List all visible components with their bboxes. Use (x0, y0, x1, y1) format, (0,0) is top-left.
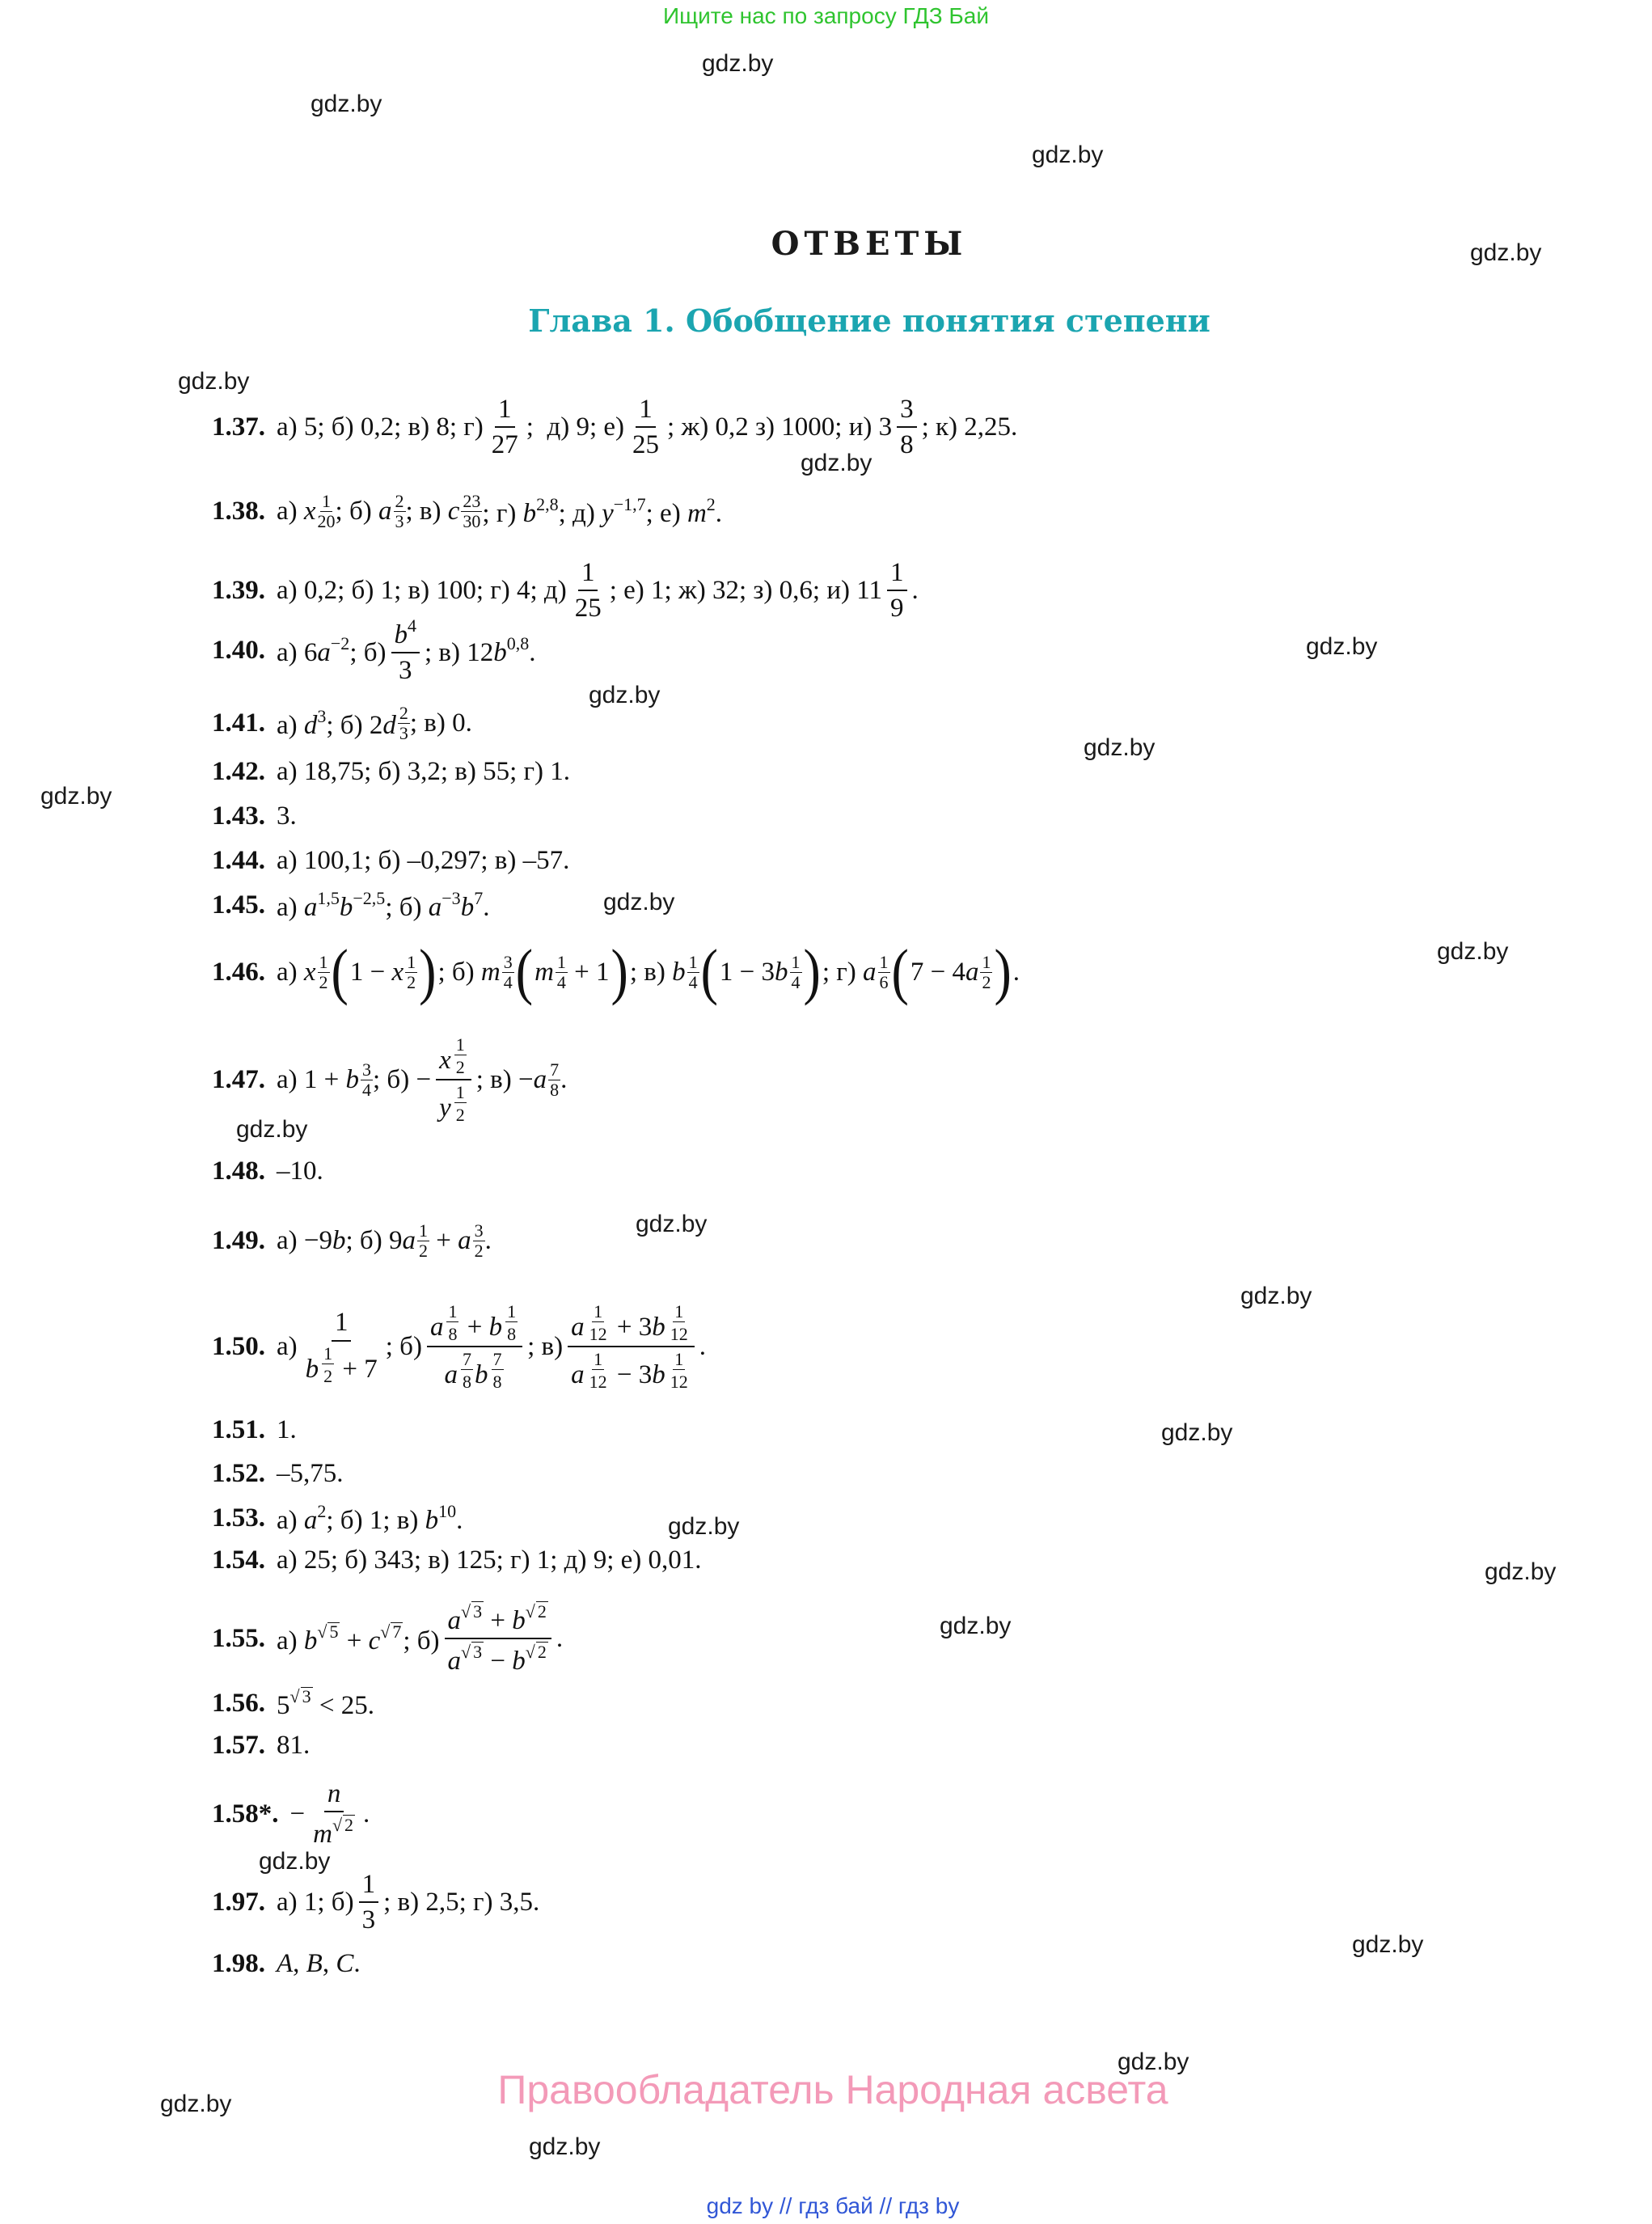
watermark: gdz.by (311, 91, 382, 117)
answer-1-97: 1.97. а) 1; б) $\frac{1}{3}$ ; в) 2,5; г) 3,5. (212, 1870, 540, 1935)
watermark: gdz.by (1306, 633, 1378, 660)
answer-1-52 (212, 1461, 344, 1487)
watermark: gdz.by (801, 450, 872, 476)
answer-1-39: 1.39. а) 0,2; б) 1; в) 100; г) 4; д) $\frac{1}{25}$ ; е) 1; ж) 32; з) 0,6; и) 11 $\frac{1}{9}$ . (212, 558, 919, 624)
answer-text: а) 100,1; б) –0,297; в) –57. (277, 846, 570, 875)
answer-number: 1.51. (212, 1415, 265, 1444)
answer-1-47: 1.47. а) 1 + b 3 4 ; б) − x $\frac{1}{2}$ y $\frac{1}{2}$ ; в) −a 7 8 . (212, 1034, 568, 1126)
answer-text: –10. (277, 1156, 323, 1186)
answer-1-40: 1.40. а) $6a^{-2}$; б) $\frac{b^4}{3}$ ; в) $12b^{0,8}$. (212, 615, 536, 686)
answer-number: 1.47. (212, 1064, 265, 1094)
answer-1-37: 1.37. а) 5; б) 0,2; в) 8; г) $\frac{1}{27}$ ; д) 9; е) $\frac{1}{25}$ ; ж) 0,2 з) 1000; и) 3 $\frac{3}{8}$ ; к) 2,25. (212, 395, 1018, 460)
answer-1-98: 1.98. A, B, C. (212, 1949, 361, 1978)
answer-1-41: 1.41. а) $d^3$; б) 2d 2 3 ; в) 0. (212, 703, 472, 744)
answer-number: 1.54. (212, 1545, 265, 1575)
answer-number: 1.40. (212, 636, 265, 666)
answer-1-58: 1.58*. − $\frac{n}{m^{√ 2}}$ . (212, 1779, 370, 1850)
watermark: gdz.by (259, 1848, 331, 1875)
copyright-footer: Правообладатель Народная асвета (497, 2067, 1168, 2112)
answer-1-56: 1.56. $5^{√ 3} < 25$. (212, 1686, 374, 1720)
watermark: gdz.by (1437, 938, 1509, 965)
top-banner: Ищите нас по запросу ГДЗ Бай (662, 3, 990, 28)
answer-number: 1.58*. (212, 1799, 279, 1829)
watermark: gdz.by (1084, 734, 1156, 761)
watermark: gdz.by (636, 1211, 708, 1237)
answer-number: 1.39. (212, 575, 265, 605)
answer-1-43 (212, 803, 297, 830)
watermark: gdz.by (702, 50, 774, 77)
watermark: gdz.by (1161, 1419, 1233, 1446)
watermark: gdz.by (160, 2091, 232, 2117)
answer-text: 81. (277, 1731, 311, 1760)
answer-number: 1.97. (212, 1887, 265, 1917)
answer-1-55: 1.55. а) $b^{√ 5} + c^{√ 7}$; б) $\frac{a^{√ 3} + b^{√ 2}}{a^{√ 3} - b^{√ 2}}$ . (212, 1601, 564, 1676)
answer-text: 1. (277, 1415, 297, 1444)
watermark: gdz.by (668, 1513, 740, 1540)
watermark: gdz.by (1032, 142, 1104, 168)
answer-number: 1.98. (212, 1949, 265, 1978)
answer-1-51 (212, 1417, 297, 1444)
answer-number: 1.55. (212, 1623, 265, 1653)
watermark: gdz.by (940, 1613, 1012, 1639)
answer-number: 1.53. (212, 1503, 265, 1533)
watermark: gdz.by (603, 889, 675, 915)
answer-1-42 (212, 759, 570, 785)
answer-1-48 (212, 1158, 323, 1185)
answer-1-50: 1.50. а) 1 b $\frac{1}{2}$ + 7 ; б) a $\frac{1}{8}$ + b $\frac{1}{8}$ a $\frac{7}{8}$ b $\frac{7}{8}$ ; в) a $\frac{1}{12}$ + 3b $\frac{1}{12}$ a $\frac{1}{12}$ − 3b $\frac{1}{12}$ . (212, 1301, 706, 1393)
answer-number: 1.56. (212, 1688, 265, 1718)
watermark: gdz.by (589, 682, 661, 708)
answer-1-46: 1.46. а) x 1 2 ( 1 − x 1 2 ) ; б) m 3 4 ( m 1 4 + 1 ) ; в) b 1 4 ( 1 − 3b 1 4 ) ; г) a 1 6 ( 7 − 4a 1 2 ) . (212, 937, 1020, 1006)
answer-number: 1.37. (212, 412, 265, 442)
chapter-title: Глава 1. Обобщение понятия степени (528, 302, 1210, 339)
footer-links[interactable]: gdz by // гдз бай // гдз by (706, 2193, 960, 2218)
watermark: gdz.by (1352, 1931, 1424, 1958)
answer-number: 1.48. (212, 1156, 265, 1186)
answer-number: 1.57. (212, 1731, 265, 1760)
answer-number: 1.38. (212, 496, 265, 526)
answer-number: 1.42. (212, 757, 265, 786)
answer-1-54 (212, 1547, 702, 1574)
answer-1-53: 1.53. а) $a^2$; б) 1; в) $b^{10}$. (212, 1501, 463, 1535)
answer-number: 1.50. (212, 1331, 265, 1361)
watermark: gdz.by (178, 368, 250, 395)
watermark: gdz.by (236, 1116, 308, 1143)
answer-number: 1.46. (212, 957, 265, 987)
answer-1-44 (212, 848, 569, 874)
answer-text: –5,75. (277, 1459, 344, 1488)
answer-1-45: 1.45. а) $a^{1,5}b^{-2,5}$; б) $a^{-3}b^7$. (212, 888, 490, 922)
answer-number: 1.52. (212, 1459, 265, 1488)
answer-number: 1.49. (212, 1225, 265, 1255)
answer-1-38: 1.38. а) x 1 20 ; б) a 2 3 ; в) c 23 30 ; г) $b^{2,8}$; д) $y^{-1,7}$; е) $m^2$. (212, 491, 723, 532)
answer-number: 1.45. (212, 890, 265, 920)
watermark: gdz.by (1240, 1283, 1312, 1309)
answer-number: 1.43. (212, 801, 265, 831)
answer-1-49: 1.49. а) −9b; б) 9a 1 2 + a 3 2 . (212, 1220, 492, 1262)
watermark: gdz.by (1118, 2049, 1189, 2075)
watermark: gdz.by (40, 783, 112, 810)
page-title: ОТВЕТЫ (771, 225, 968, 263)
answer-number: 1.44. (212, 846, 265, 875)
answer-text: а) 25; б) 343; в) 125; г) 1; д) 9; е) 0,01. (277, 1545, 702, 1575)
answer-text: 3. (277, 801, 297, 831)
watermark: gdz.by (1470, 239, 1542, 266)
answer-number: 1.41. (212, 708, 265, 738)
watermark: gdz.by (1485, 1558, 1557, 1585)
answer-text: а) 18,75; б) 3,2; в) 55; г) 1. (277, 757, 571, 786)
answer-1-57 (212, 1732, 310, 1759)
watermark: gdz.by (529, 2133, 601, 2160)
